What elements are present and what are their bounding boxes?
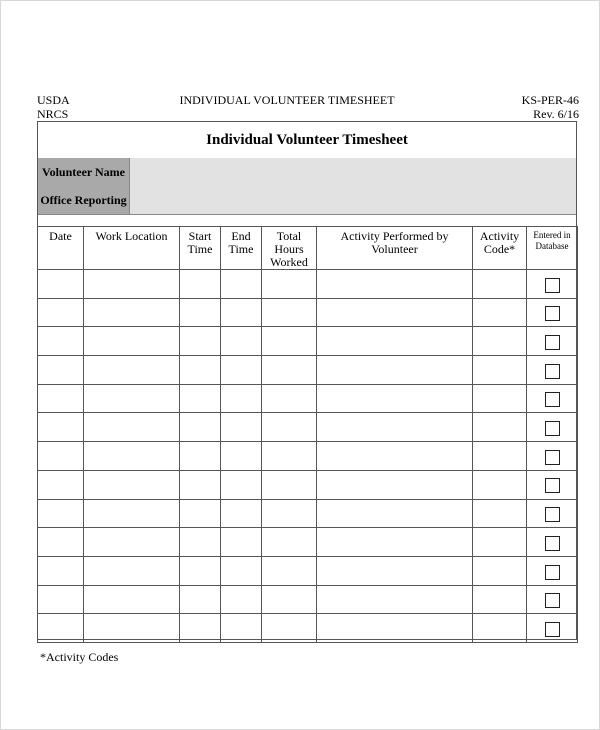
- start-time-cell[interactable]: [180, 499, 221, 528]
- end-time-cell[interactable]: [221, 356, 262, 385]
- work-location-cell[interactable]: [84, 298, 180, 327]
- start-time-cell[interactable]: [180, 442, 221, 471]
- col-end-time: End Time: [221, 227, 262, 270]
- total-hours-cell[interactable]: [262, 528, 317, 557]
- work-location-cell[interactable]: [84, 327, 180, 356]
- date-cell[interactable]: [38, 298, 84, 327]
- table-header-row: [38, 227, 578, 270]
- agency-nrcs: NRCS: [37, 107, 69, 121]
- col-activity-code: Activity Code*: [473, 227, 527, 270]
- total-hours-cell[interactable]: [262, 614, 317, 643]
- entered-in-database-cell: [527, 499, 578, 528]
- table-row: [38, 585, 578, 614]
- work-location-cell[interactable]: [84, 470, 180, 499]
- activity-performed-cell[interactable]: [317, 556, 473, 585]
- end-time-cell[interactable]: [221, 298, 262, 327]
- table-row: [38, 470, 578, 499]
- end-time-cell[interactable]: [221, 585, 262, 614]
- date-cell[interactable]: [38, 528, 84, 557]
- start-time-cell[interactable]: [180, 528, 221, 557]
- start-time-cell[interactable]: [180, 356, 221, 385]
- entered-in-database-checkbox[interactable]: [545, 421, 560, 436]
- date-cell[interactable]: [38, 384, 84, 413]
- total-hours-cell[interactable]: [262, 413, 317, 442]
- col-activity-performed: Activity Performed by Volunteer: [317, 227, 473, 270]
- activity-code-cell[interactable]: [473, 556, 527, 585]
- col-start-time: Start Time: [180, 227, 221, 270]
- entered-in-database-cell: [527, 327, 578, 356]
- table-body: [38, 270, 578, 643]
- work-location-cell[interactable]: [84, 442, 180, 471]
- entered-in-database-checkbox[interactable]: [545, 364, 560, 379]
- activity-code-cell[interactable]: [473, 384, 527, 413]
- table-row: [38, 442, 578, 471]
- work-location-cell[interactable]: [84, 614, 180, 643]
- table-row: [38, 614, 578, 643]
- end-time-cell[interactable]: [221, 556, 262, 585]
- end-time-cell[interactable]: [221, 413, 262, 442]
- activity-performed-cell[interactable]: [317, 442, 473, 471]
- volunteer-name-label: Volunteer Name: [38, 158, 130, 186]
- table-row: [38, 499, 578, 528]
- start-time-cell[interactable]: [180, 585, 221, 614]
- date-cell[interactable]: [38, 499, 84, 528]
- entered-in-database-cell: [527, 270, 578, 299]
- work-location-cell[interactable]: [84, 384, 180, 413]
- end-time-cell[interactable]: [221, 614, 262, 643]
- work-location-cell[interactable]: [84, 585, 180, 614]
- date-cell[interactable]: [38, 585, 84, 614]
- office-reporting-field[interactable]: [130, 186, 576, 214]
- total-hours-cell[interactable]: [262, 585, 317, 614]
- entered-in-database-checkbox[interactable]: [545, 565, 560, 580]
- col-date: Date: [38, 227, 84, 270]
- entered-in-database-checkbox[interactable]: [545, 392, 560, 407]
- activity-performed-cell[interactable]: [317, 528, 473, 557]
- entered-in-database-checkbox[interactable]: [545, 306, 560, 321]
- activity-performed-cell[interactable]: [317, 384, 473, 413]
- agency-usda: USDA: [37, 93, 70, 107]
- entered-in-database-checkbox[interactable]: [545, 536, 560, 551]
- form-heading: INDIVIDUAL VOLUNTEER TIMESHEET: [179, 93, 395, 107]
- entered-in-database-checkbox[interactable]: [545, 450, 560, 465]
- entered-in-database-cell: [527, 356, 578, 385]
- table-row: [38, 270, 578, 299]
- entered-in-database-cell: [527, 585, 578, 614]
- entered-in-database-cell: [527, 614, 578, 643]
- total-hours-cell[interactable]: [262, 270, 317, 299]
- entered-in-database-cell: [527, 556, 578, 585]
- activity-code-cell[interactable]: [473, 442, 527, 471]
- table-row: [38, 413, 578, 442]
- activity-codes-footnote: *Activity Codes: [40, 650, 119, 664]
- start-time-cell[interactable]: [180, 270, 221, 299]
- office-reporting-row: [38, 186, 576, 215]
- table-row: [38, 298, 578, 327]
- activity-performed-cell[interactable]: [317, 585, 473, 614]
- entered-in-database-cell: [527, 413, 578, 442]
- work-location-cell[interactable]: [84, 499, 180, 528]
- start-time-cell[interactable]: [180, 614, 221, 643]
- form-title: Individual Volunteer Timesheet: [38, 122, 576, 159]
- work-location-cell[interactable]: [84, 528, 180, 557]
- activity-performed-cell[interactable]: [317, 614, 473, 643]
- end-time-cell[interactable]: [221, 499, 262, 528]
- date-cell[interactable]: [38, 556, 84, 585]
- form-number: KS-PER-46: [521, 93, 579, 107]
- start-time-cell[interactable]: [180, 298, 221, 327]
- start-time-cell[interactable]: [180, 413, 221, 442]
- col-entered-in-database: Entered in Database: [527, 227, 578, 270]
- table-row: [38, 528, 578, 557]
- start-time-cell[interactable]: [180, 384, 221, 413]
- entered-in-database-cell: [527, 528, 578, 557]
- date-cell[interactable]: [38, 356, 84, 385]
- activity-code-cell[interactable]: [473, 585, 527, 614]
- total-hours-cell[interactable]: [262, 327, 317, 356]
- end-time-cell[interactable]: [221, 270, 262, 299]
- activity-code-cell[interactable]: [473, 327, 527, 356]
- col-total-hours: Total Hours Worked: [262, 227, 317, 270]
- activity-code-cell[interactable]: [473, 499, 527, 528]
- volunteer-name-field[interactable]: [130, 158, 576, 186]
- total-hours-cell[interactable]: [262, 499, 317, 528]
- form-revision: Rev. 6/16: [533, 107, 579, 121]
- table-row: [38, 384, 578, 413]
- work-location-cell[interactable]: [84, 356, 180, 385]
- total-hours-cell[interactable]: [262, 442, 317, 471]
- activity-performed-cell[interactable]: [317, 356, 473, 385]
- col-work-location: Work Location: [84, 227, 180, 270]
- entered-in-database-checkbox[interactable]: [545, 593, 560, 608]
- date-cell[interactable]: [38, 413, 84, 442]
- entered-in-database-checkbox[interactable]: [545, 278, 560, 293]
- end-time-cell[interactable]: [221, 528, 262, 557]
- end-time-cell[interactable]: [221, 442, 262, 471]
- date-cell[interactable]: [38, 614, 84, 643]
- timesheet-form: [37, 121, 577, 640]
- activity-code-cell[interactable]: [473, 413, 527, 442]
- activity-code-cell[interactable]: [473, 470, 527, 499]
- activity-code-cell[interactable]: [473, 298, 527, 327]
- total-hours-cell[interactable]: [262, 356, 317, 385]
- entered-in-database-cell: [527, 298, 578, 327]
- end-time-cell[interactable]: [221, 384, 262, 413]
- entered-in-database-cell: [527, 384, 578, 413]
- work-location-cell[interactable]: [84, 270, 180, 299]
- activity-performed-cell[interactable]: [317, 413, 473, 442]
- total-hours-cell[interactable]: [262, 298, 317, 327]
- activity-performed-cell[interactable]: [317, 327, 473, 356]
- entered-in-database-checkbox[interactable]: [545, 507, 560, 522]
- activity-performed-cell[interactable]: [317, 499, 473, 528]
- activity-code-cell[interactable]: [473, 356, 527, 385]
- table-row: [38, 327, 578, 356]
- date-cell[interactable]: [38, 470, 84, 499]
- work-location-cell[interactable]: [84, 413, 180, 442]
- activity-code-cell[interactable]: [473, 528, 527, 557]
- entered-in-database-cell: [527, 442, 578, 471]
- activity-code-cell[interactable]: [473, 614, 527, 643]
- activity-performed-cell[interactable]: [317, 470, 473, 499]
- timesheet-table: [37, 226, 578, 643]
- end-time-cell[interactable]: [221, 327, 262, 356]
- total-hours-cell[interactable]: [262, 556, 317, 585]
- date-cell[interactable]: [38, 270, 84, 299]
- start-time-cell[interactable]: [180, 556, 221, 585]
- office-reporting-label: Office Reporting: [38, 186, 130, 214]
- form-id-header: [522, 93, 579, 121]
- entered-in-database-checkbox[interactable]: [545, 335, 560, 350]
- activity-performed-cell[interactable]: [317, 270, 473, 299]
- activity-performed-cell[interactable]: [317, 298, 473, 327]
- entered-in-database-checkbox[interactable]: [545, 478, 560, 493]
- start-time-cell[interactable]: [180, 327, 221, 356]
- table-row: [38, 556, 578, 585]
- activity-code-cell[interactable]: [473, 270, 527, 299]
- total-hours-cell[interactable]: [262, 384, 317, 413]
- work-location-cell[interactable]: [84, 556, 180, 585]
- entered-in-database-cell: [527, 470, 578, 499]
- date-cell[interactable]: [38, 442, 84, 471]
- start-time-cell[interactable]: [180, 470, 221, 499]
- table-row: [38, 356, 578, 385]
- date-cell[interactable]: [38, 327, 84, 356]
- volunteer-name-row: [38, 158, 576, 187]
- total-hours-cell[interactable]: [262, 470, 317, 499]
- end-time-cell[interactable]: [221, 470, 262, 499]
- entered-in-database-checkbox[interactable]: [545, 622, 560, 637]
